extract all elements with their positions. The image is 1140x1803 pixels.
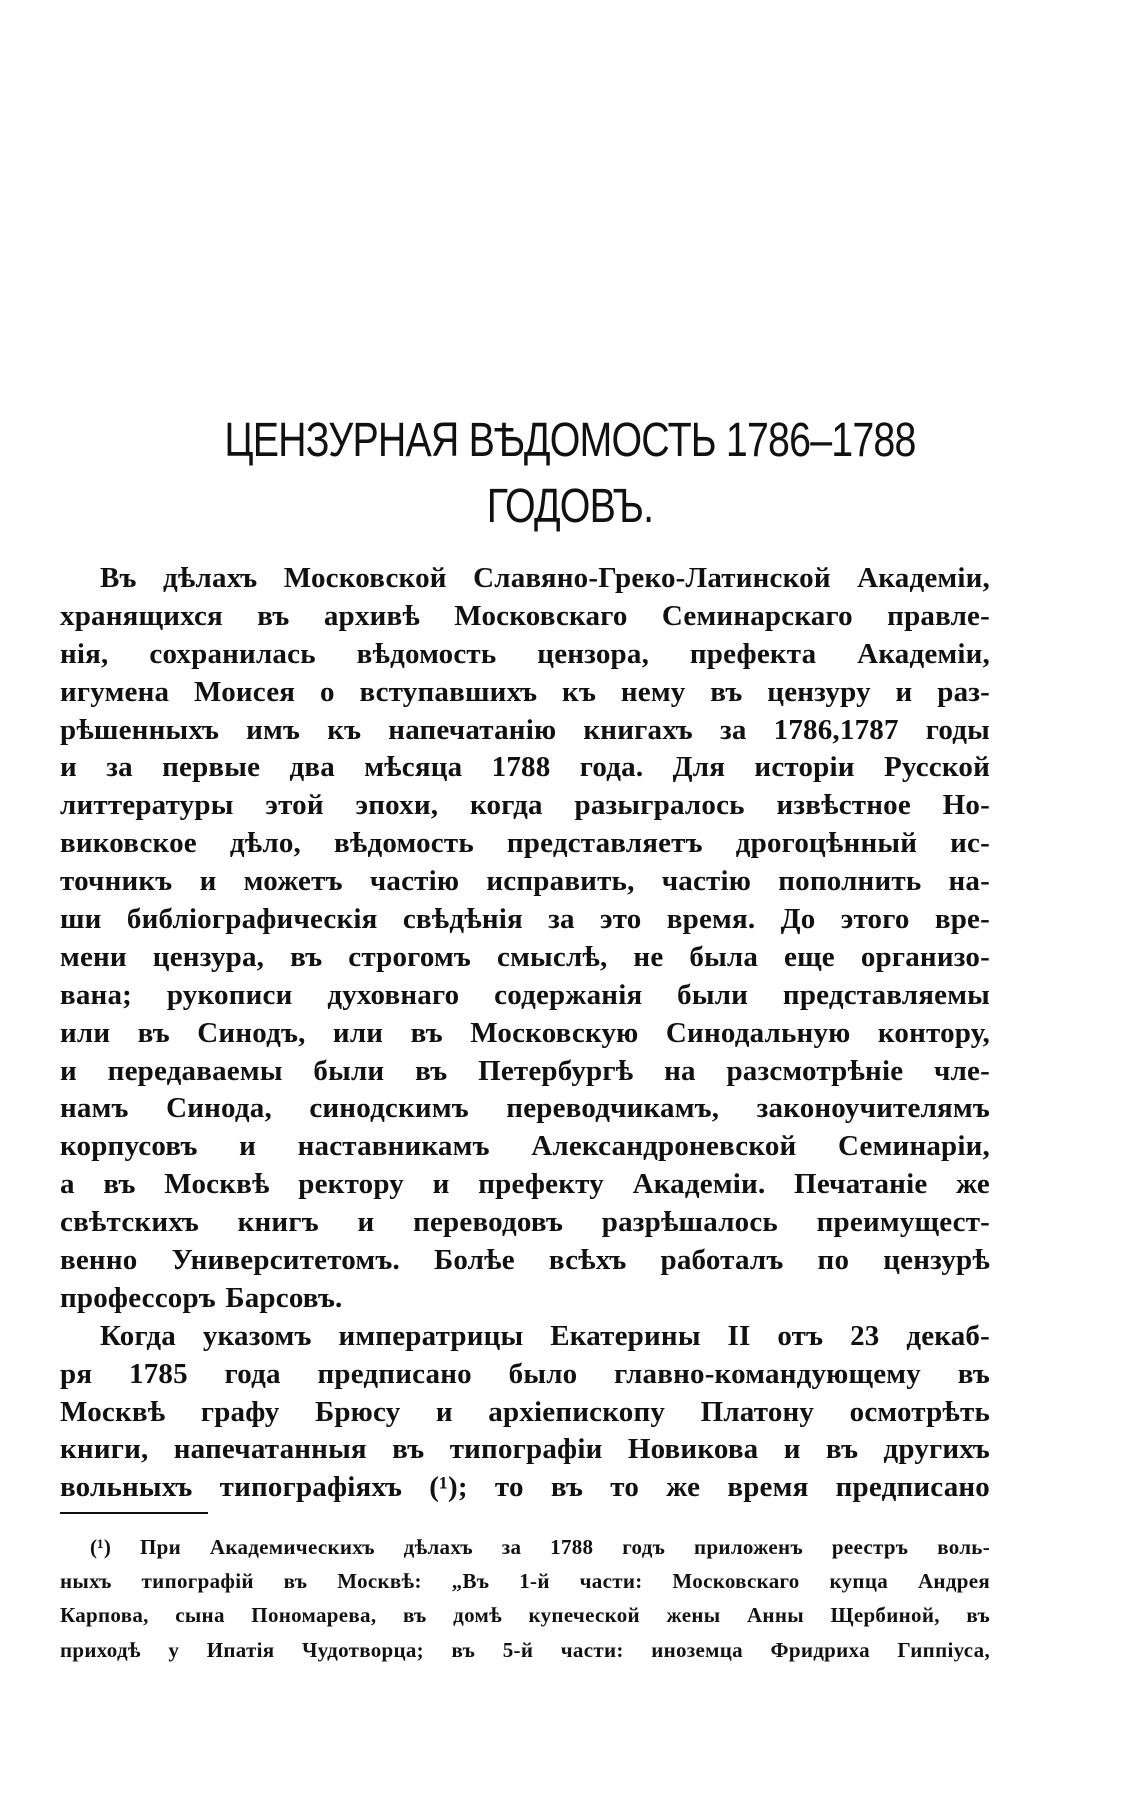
text-line: ря 1785 года предписано было главно-командующему въ (60, 1357, 990, 1390)
text-line: книги, напечатанныя въ типографіи Новикова и въ другихъ (60, 1433, 990, 1466)
text-line: и передаваемы были въ Петербургѣ на разсмотрѣніе чле- (60, 1054, 990, 1087)
text-line: профессоръ Барсовъ. (60, 1281, 343, 1314)
text-line: а въ Москвѣ ректору и префекту Академіи. Печатаніе же (60, 1168, 990, 1201)
text-line: венно Университетомъ. Болѣе всѣхъ работалъ по цензурѣ (60, 1244, 990, 1277)
text-line: Въ дѣлахъ Московской Славяно-Греко-Латинской Академіи, (100, 562, 990, 594)
footnote-divider (60, 1512, 208, 1514)
footnote-line: (¹) При Академическихъ дѣлахъ за 1788 годъ приложенъ реестръ воль- (90, 1535, 990, 1559)
text-line: рѣшенныхъ имъ къ напечатанію книгахъ за 1786,1787 годы (60, 713, 990, 746)
text-line: точникъ и можетъ частію исправить, частію пополнить на- (60, 865, 990, 898)
text-line: Когда указомъ императрицы Екатерины II отъ 23 декаб- (100, 1319, 990, 1352)
text-line: мени цензура, въ строгомъ смыслѣ, не была еще организо- (60, 940, 990, 973)
text-line: хранящихся въ архивѣ Московскаго Семинарскаго правле- (60, 599, 990, 632)
page-title (176, 408, 963, 540)
text-line: нія, сохранилась вѣдомость цензора, префекта Академіи, (60, 637, 990, 670)
footnote-line: приходѣ у Ипатія Чудотворца; въ 5-й части: иноземца Фридриха Гиппіуса, (60, 1637, 990, 1662)
text-line: ши библіографическія свѣдѣнія за это время. До этого вре- (60, 903, 990, 936)
main-paragraphs (60, 560, 990, 1507)
text-line: вольныхъ типографіяхъ (¹); то въ то же время предписано (60, 1471, 990, 1504)
title-line-1: ЦЕНЗУРНАЯ ВѢДОМОСТЬ 1786–1788 (224, 414, 916, 467)
text-line: и за первые два мѣсяца 1788 года. Для исторіи Русской (60, 751, 990, 784)
text-line: вана; рукописи духовнаго содержанія были представляемы (60, 978, 990, 1011)
footnote-line: Карпова, сына Пономарева, въ домѣ купеческой жены Анны Щербиной, въ (60, 1603, 990, 1628)
title-line-2: ГОДОВЪ. (486, 480, 654, 533)
text-line: корпусовъ и наставникамъ Александроневской Семинаріи, (60, 1130, 990, 1163)
footnote (60, 1530, 990, 1667)
text-line: намъ Синода, синодскимъ переводчикамъ, законоучителямъ (60, 1092, 990, 1125)
text-line: игумена Моисея о вступавшихъ къ нему въ цензуру и раз- (60, 675, 990, 708)
text-line: литтературы этой эпохи, когда разыгралось извѣстное Но- (60, 789, 990, 822)
footnote-line: ныхъ типографій въ Москвѣ: „Въ 1-й части: Московскаго купца Андрея (60, 1569, 990, 1594)
text-line: виковское дѣло, вѣдомость представляетъ дрогоцѣнный ис- (60, 827, 990, 860)
text-line: свѣтскихъ книгъ и переводовъ разрѣшалось преимущест- (60, 1206, 990, 1239)
text-line: или въ Синодъ, или въ Московскую Синодальную контору, (60, 1016, 990, 1049)
text-line: Москвѣ графу Брюсу и архіепископу Платону осмотрѣть (60, 1395, 990, 1428)
